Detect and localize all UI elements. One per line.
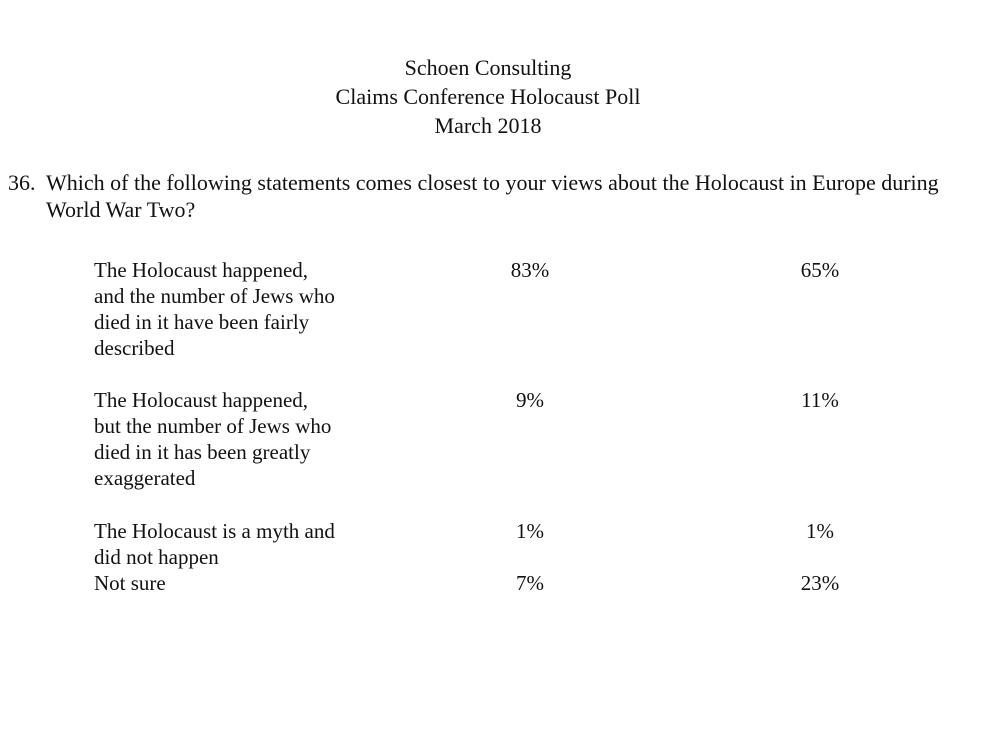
response-value-column-1: 9%: [516, 388, 544, 412]
company-name: Schoen Consulting: [404, 55, 572, 80]
response-value-column-2: 1%: [806, 519, 834, 543]
question-number: 36.: [8, 170, 36, 195]
response-label-line: and the number of Jews who: [94, 284, 335, 308]
response-value-column-1: 1%: [516, 519, 544, 543]
response-value-column-2: 23%: [800, 571, 840, 595]
response-label-line: did not happen: [94, 545, 219, 569]
response-value-column-1: 7%: [516, 571, 544, 595]
response-label-line: described: [94, 336, 175, 360]
poll-date: March 2018: [434, 113, 542, 138]
response-label-line: The Holocaust happened,: [94, 388, 309, 412]
response-label-line: died in it has been greatly: [94, 440, 311, 464]
response-label-line: but the number of Jews who: [94, 414, 332, 438]
response-label: [94, 570, 384, 596]
response-label: [94, 387, 384, 491]
question-text: Which of the following statements comes closest to your views about the Holocaust in Europe during World War Two?: [46, 170, 939, 222]
response-label-line: The Holocaust happened,: [94, 258, 309, 282]
response-value-column-1: 83%: [510, 258, 550, 282]
response-label: [94, 257, 384, 361]
poll-title: Claims Conference Holocaust Poll: [335, 84, 641, 109]
response-label-line: The Holocaust is a myth and: [94, 519, 335, 543]
response-label-line: Not sure: [94, 571, 166, 595]
response-label-line: died in it have been fairly: [94, 310, 310, 334]
response-label-line: exaggerated: [94, 466, 196, 490]
response-value-column-2: 65%: [800, 258, 840, 282]
response-value-column-2: 11%: [801, 388, 839, 412]
document-header: [0, 53, 976, 140]
response-label: [94, 518, 384, 570]
